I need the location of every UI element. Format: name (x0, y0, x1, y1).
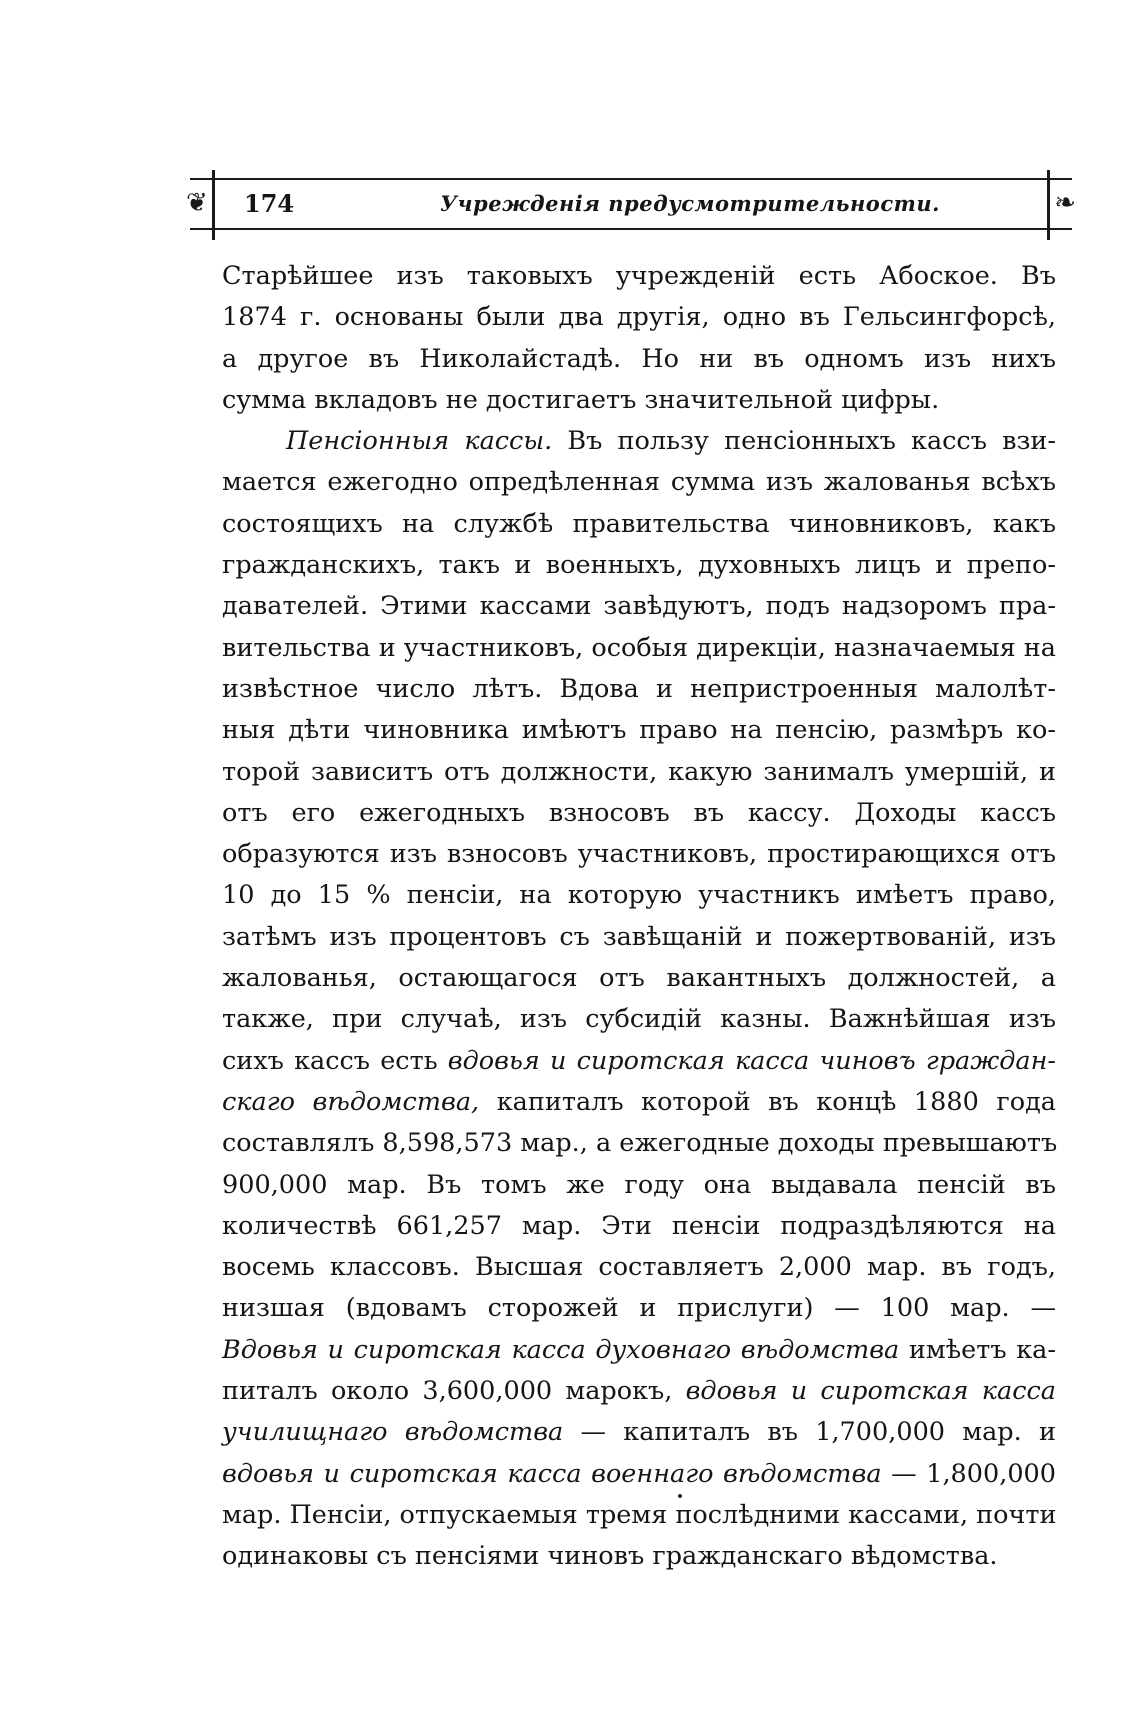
page-number: 174 (244, 189, 295, 218)
italic-text: вдовья и сиротская касса (685, 1376, 1056, 1407)
text-line (222, 793, 1056, 834)
text-line (222, 669, 1056, 710)
text-run: одинаковы съ пенсіями чиновъ гражданскаго вѣдомства. (222, 1541, 998, 1572)
text-line (222, 1041, 1056, 1082)
text-run: затѣмъ изъ процентовъ съ завѣщаній и пожертвованій, изъ (222, 921, 1056, 952)
text-line (222, 380, 1056, 421)
text-run: количествѣ 661,257 мар. Эти пенсіи подраздѣляются на (222, 1210, 1056, 1241)
text-run: — капиталъ въ 1,700,000 мар. и (563, 1417, 1056, 1448)
text-run: торой зависитъ отъ должности, какую занималъ умершій, и (222, 756, 1056, 787)
text-line (222, 256, 1056, 297)
text-line (222, 1123, 1056, 1164)
text-run: 1874 г. основаны были два другія, одно въ Гельсингфорсѣ, (222, 302, 1056, 333)
text-run: жалованья, остающагося отъ вакантныхъ должностей, а (222, 963, 1056, 994)
left-ornament-icon: ❦ (186, 188, 208, 218)
text-run: 900,000 мар. Въ томъ же году она выдавала пенсій въ (222, 1169, 1056, 1200)
text-line (222, 421, 1056, 462)
text-run: а другое въ Николайстадѣ. Но ни въ одномъ изъ нихъ (222, 343, 1056, 374)
text-run: — 1,800,000 (881, 1458, 1056, 1489)
text-run: также, при случаѣ, изъ субсидій казны. Важнѣйшая изъ (222, 1004, 1056, 1035)
text-line (222, 710, 1056, 751)
text-run: мается ежегодно опредѣленная сумма изъ жалованья всѣхъ (222, 467, 1056, 498)
text-run: вительства и участниковъ, особыя дирекціи, назначаемыя на (222, 632, 1056, 663)
text-run: Старѣйшее изъ таковыхъ учрежденій есть Абоское. Въ (222, 261, 1056, 291)
text-run: гражданскихъ, такъ и военныхъ, духовныхъ лицъ и препо- (222, 550, 1056, 581)
text-line (222, 1330, 1056, 1371)
text-line (222, 1206, 1056, 1247)
text-run: извѣстное число лѣтъ. Вдова и непристроенныя малолѣт- (222, 673, 1056, 704)
italic-text: вдовья и сиротская касса чиновъ граждан- (447, 1045, 1057, 1076)
text-line (222, 1495, 1056, 1536)
text-run: восемь классовъ. Высшая составляетъ 2,000 мар. въ годъ, (222, 1252, 1056, 1283)
text-line (222, 1165, 1056, 1206)
body-text (222, 256, 1056, 1578)
text-line (222, 958, 1056, 999)
text-run: сихъ кассъ есть (222, 1045, 448, 1076)
text-line (222, 1082, 1056, 1123)
text-line (222, 834, 1056, 875)
running-title: Учрежденія предусмотрительности. (440, 191, 940, 216)
italic-text: Вдовья и сиротская касса духовнаго вѣдомства (222, 1334, 900, 1365)
header-right-rule (1047, 170, 1050, 240)
right-ornament-icon: ❧ (1054, 188, 1076, 218)
text-line (222, 1288, 1056, 1329)
text-line (222, 917, 1056, 958)
header-left-rule (212, 170, 215, 240)
text-line (222, 752, 1056, 793)
text-line (222, 1371, 1056, 1412)
text-line (222, 999, 1056, 1040)
italic-text: вдовья и сиротская касса военнаго вѣдомства (222, 1458, 882, 1489)
text-run: низшая (вдовамъ сторожей и прислуги) — 100 мар. — (222, 1293, 1056, 1324)
text-line (222, 462, 1056, 503)
text-line (222, 1412, 1056, 1453)
text-run: состоящихъ на службѣ правительства чиновниковъ, какъ (222, 508, 1056, 539)
text-run: 10 до 15 % пенсіи, на которую участникъ имѣетъ право, (222, 880, 1056, 911)
text-line (222, 504, 1056, 545)
text-run: питалъ около 3,600,000 марокъ, (222, 1376, 686, 1407)
text-run: составлялъ 8,598,573 мар., а ежегодные доходы превышаютъ (222, 1128, 1058, 1159)
text-line (222, 297, 1056, 338)
italic-text: училищнаго вѣдомства (222, 1417, 564, 1448)
text-line (222, 545, 1056, 586)
text-run: мар. Пенсіи, отпускаемыя тремя послѣдними кассами, почти (222, 1499, 1057, 1530)
text-line (222, 875, 1056, 916)
text-run: образуются изъ взносовъ участниковъ, простирающихся отъ (222, 839, 1056, 870)
print-speck (678, 1494, 682, 1498)
text-run: Въ пользу пенсіонныхъ кассъ взи- (552, 426, 1056, 457)
text-run: сумма вкладовъ не достигаетъ значительной цифры. (222, 384, 940, 415)
text-line (222, 1247, 1056, 1288)
text-run: отъ его ежегодныхъ взносовъ въ кассу. Доходы кассъ (222, 797, 1056, 828)
text-run: давателей. Этими кассами завѣдуютъ, подъ надзоромъ пра- (222, 591, 1056, 622)
text-line (222, 339, 1056, 380)
text-run: имѣетъ ка- (899, 1334, 1056, 1365)
text-line (222, 1536, 1056, 1577)
italic-text: скаго вѣдомства, (222, 1086, 480, 1117)
text-run: капиталъ которой въ концѣ 1880 года (479, 1086, 1056, 1117)
text-line (222, 586, 1056, 627)
italic-text: Пенсіонныя кассы. (286, 426, 553, 457)
text-run: ныя дѣти чиновника имѣютъ право на пенсію, размѣръ ко- (222, 715, 1056, 746)
running-header (186, 178, 1076, 230)
text-line (222, 1454, 1056, 1495)
text-line (222, 628, 1056, 669)
